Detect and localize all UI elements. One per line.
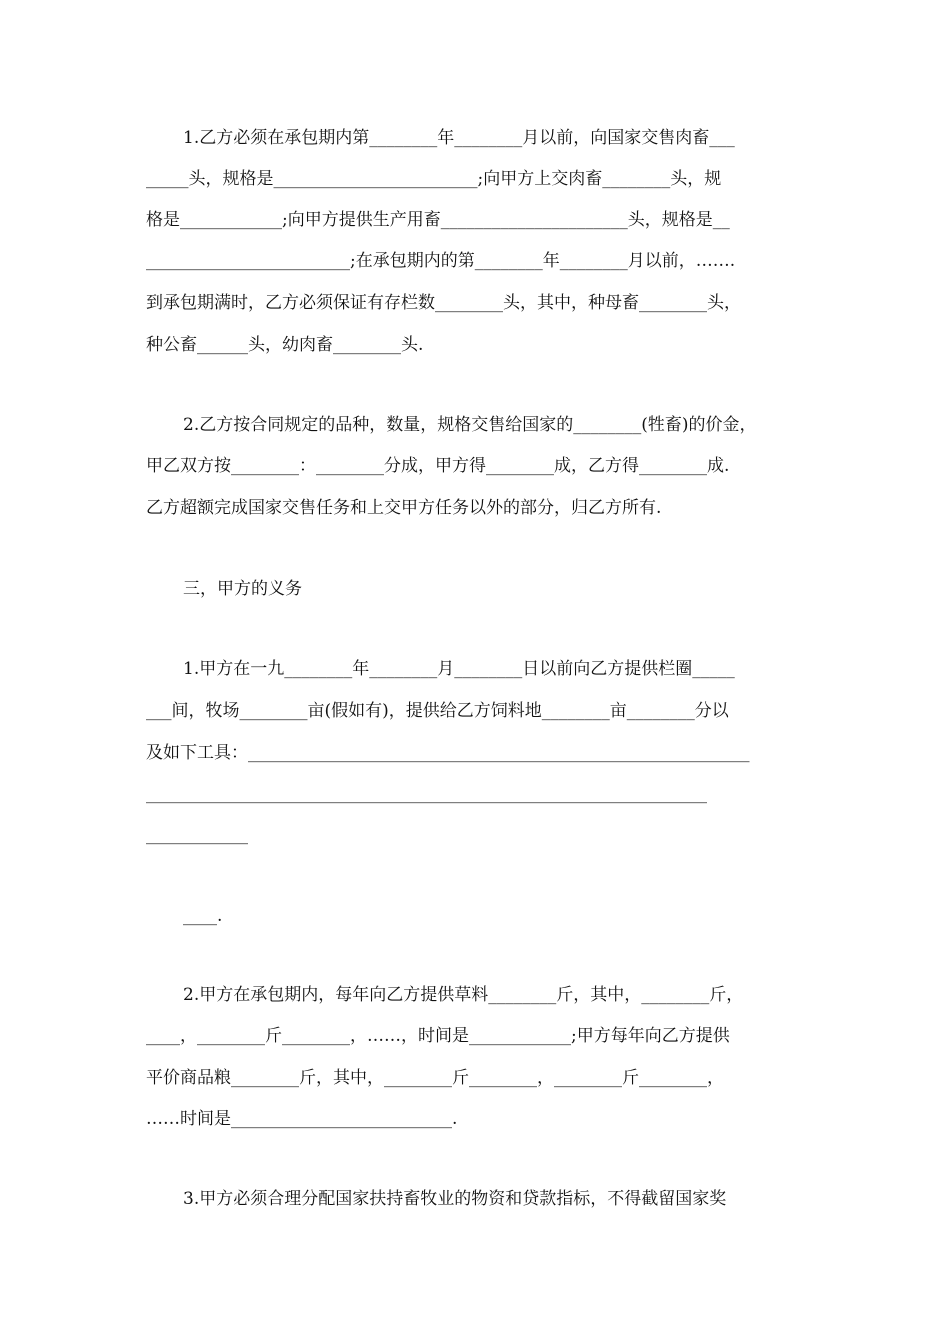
p2-line-2: 甲乙双方按________：________分成，甲方得________成，乙方得________成. [146,456,730,476]
p1-line-2: _____头，规格是________________________;向甲方上交肉畜________头，规 [146,169,722,189]
p3-tail: ____. [183,906,223,926]
p1-line-3: 格是____________;向甲方提供生产用畜______________________头，规格是__ [146,210,730,230]
p1-line-5: 到承包期满时，乙方必须保证有存栏数________头，其中，种母畜________头， [146,293,741,313]
p2-line-3: 乙方超额完成国家交售任务和上交甲方任务以外的部分，归乙方所有. [146,498,662,518]
p5-line-1: 3.甲方必须合理分配国家扶持畜牧业的物资和贷款指标，不得截留国家奖 [183,1189,727,1209]
p4-line-2: ____，________斤________，……，时间是____________;甲方每年向乙方提供 [146,1026,730,1046]
p3-line-2: ___间，牧场________亩(假如有)，提供给乙方饲料地________亩________分以 [146,701,729,721]
p3-line-1: 1.甲方在一九________年________月________日以前向乙方提供栏圈_____ [183,659,735,679]
p1-line-1: 1.乙方必须在承包期内第________年________月以前，向国家交售肉畜___ [183,128,735,148]
p4-line-3: 平价商品粮________斤，其中，________斤________，________斤________， [146,1068,724,1088]
section-3-heading: 三，甲方的义务 [183,579,302,599]
p1-line-6: 种公畜______头，幼肉畜________头. [146,335,424,355]
p3-line-3: 及如下工具：___________________________________________________________ [146,743,750,763]
p3-line-4: __________________________________________________________________ [146,784,707,804]
p3-line-5: ____________ [146,825,248,845]
p4-line-1: 2.甲方在承包期内，每年向乙方提供草料________斤，其中，________斤， [183,985,744,1005]
p4-line-4: ……时间是__________________________. [146,1109,458,1129]
p1-line-4: ________________________;在承包期内的第________年________月以前，……. [146,251,736,271]
p2-line-1: 2.乙方按合同规定的品种，数量，规格交售给国家的________(牲畜)的价金， [183,415,757,435]
